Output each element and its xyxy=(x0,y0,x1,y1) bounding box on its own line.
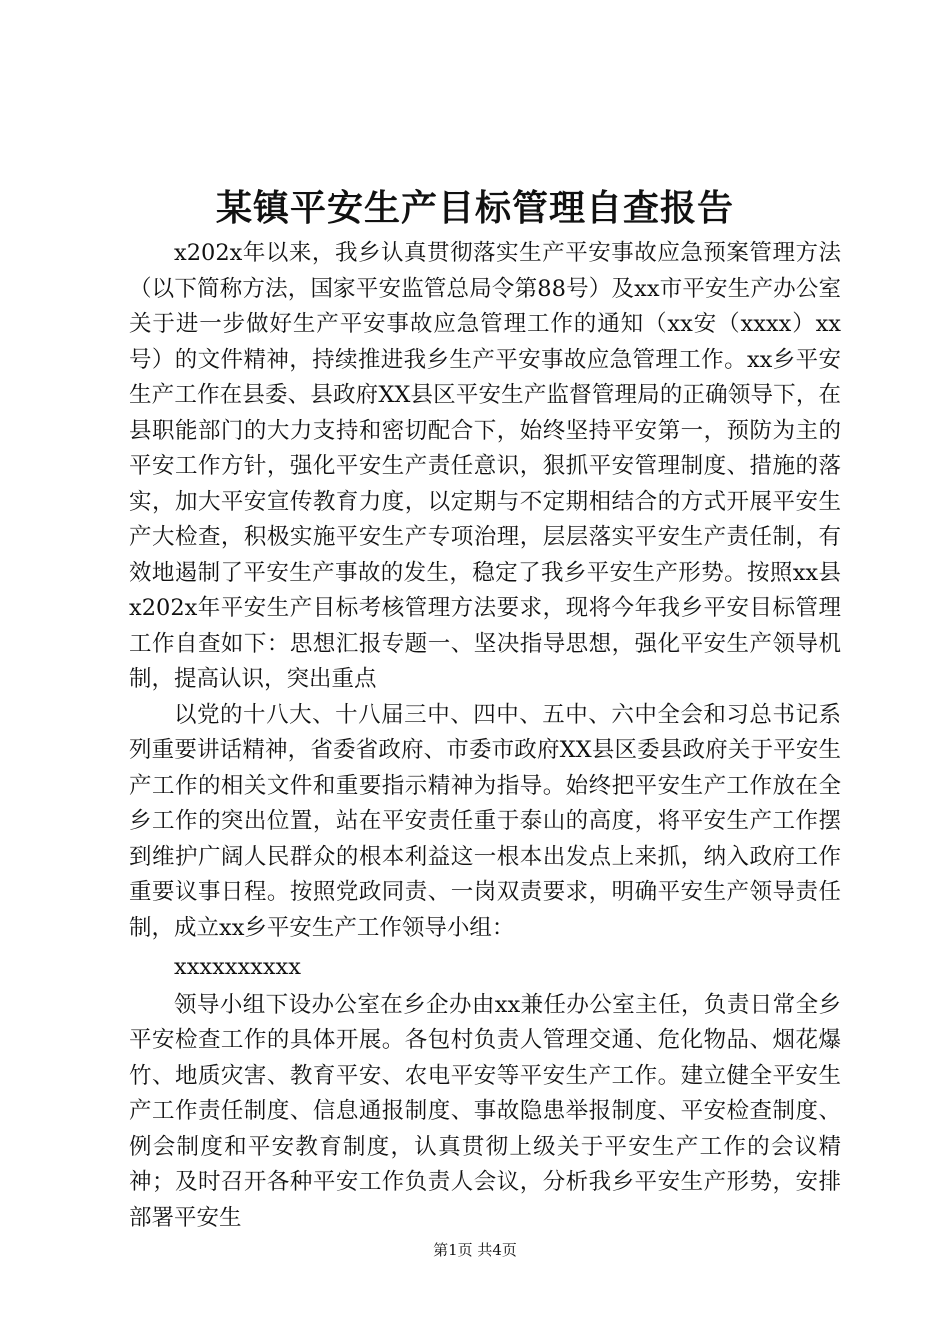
paragraph-group-members: xxxxxxxxxx xyxy=(174,954,301,980)
paragraph-intro: x202x年以来，我乡认真贯彻落实生产平安事故应急预案管理方法（以下简称方法，国家平安监管总局令第88号）及xx市平安生产办公室关于进一步做好生产平安事故应急管理工作的通知（xx安（xxxx）xx号）的文件精神，持续推进我乡生产平安事故应急管理工作。xx乡平安生产工作在县委、县政府XX县区平安生产监督管理局的正确领导下，在县职能部门的大力支持和密切配合下，始终坚持平安第一，预防为主的平安工作方针，强化平安生产责任意识，狠抓平安管理制度、措施的落实，加大平安宣传教育力度，以定期与不定期相结合的方式开展平安生产大检查，积极实施平安生产专项治理，层层落实平安生产责任制，有效地遏制了平安生产事故的发生，稳定了我乡平安生产形势。按照xx县x202x年平安生产目标考核管理方法要求，现将今年我乡平安目标管理工作自查如下：思想汇报专题一、坚决指导思想，强化平安生产领导机制，提高认识，突出重点 xyxy=(129,240,841,692)
document-title: 某镇平安生产目标管理自查报告 xyxy=(215,187,734,229)
document-body xyxy=(129,236,841,1236)
paragraph-office: 领导小组下设办公室在乡企办由xx兼任办公室主任，负责日常全乡平安检查工作的具体开展。各包村负责人管理交通、危化物品、烟花爆竹、地质灾害、教育平安、农电平安等平安生产工作。建立健全平安生产工作责任制度、信息通报制度、事故隐患举报制度、平安检查制度、例会制度和平安教育制度，认真贯彻上级关于平安生产工作的会议精神；及时召开各种平安工作负责人会议，分析我乡平安生产形势，安排部署平安生 xyxy=(129,991,841,1231)
page-number-footer: 第1页 共4页 xyxy=(433,1241,517,1259)
paragraph-guiding-thought: 以党的十八大、十八届三中、四中、五中、六中全会和习总书记系列重要讲话精神，省委省政府、市委市政府XX县区委县政府关于平安生产工作的相关文件和重要指示精神为指导。始终把平安生产工作放在全乡工作的突出位置，站在平安责任重于泰山的高度，将平安生产工作摆到维护广阔人民群众的根本利益这一根本出发点上来抓，纳入政府工作重要议事日程。按照党政同责、一岗双责要求，明确平安生产领导责任制，成立xx乡平安生产工作领导小组： xyxy=(129,701,841,941)
